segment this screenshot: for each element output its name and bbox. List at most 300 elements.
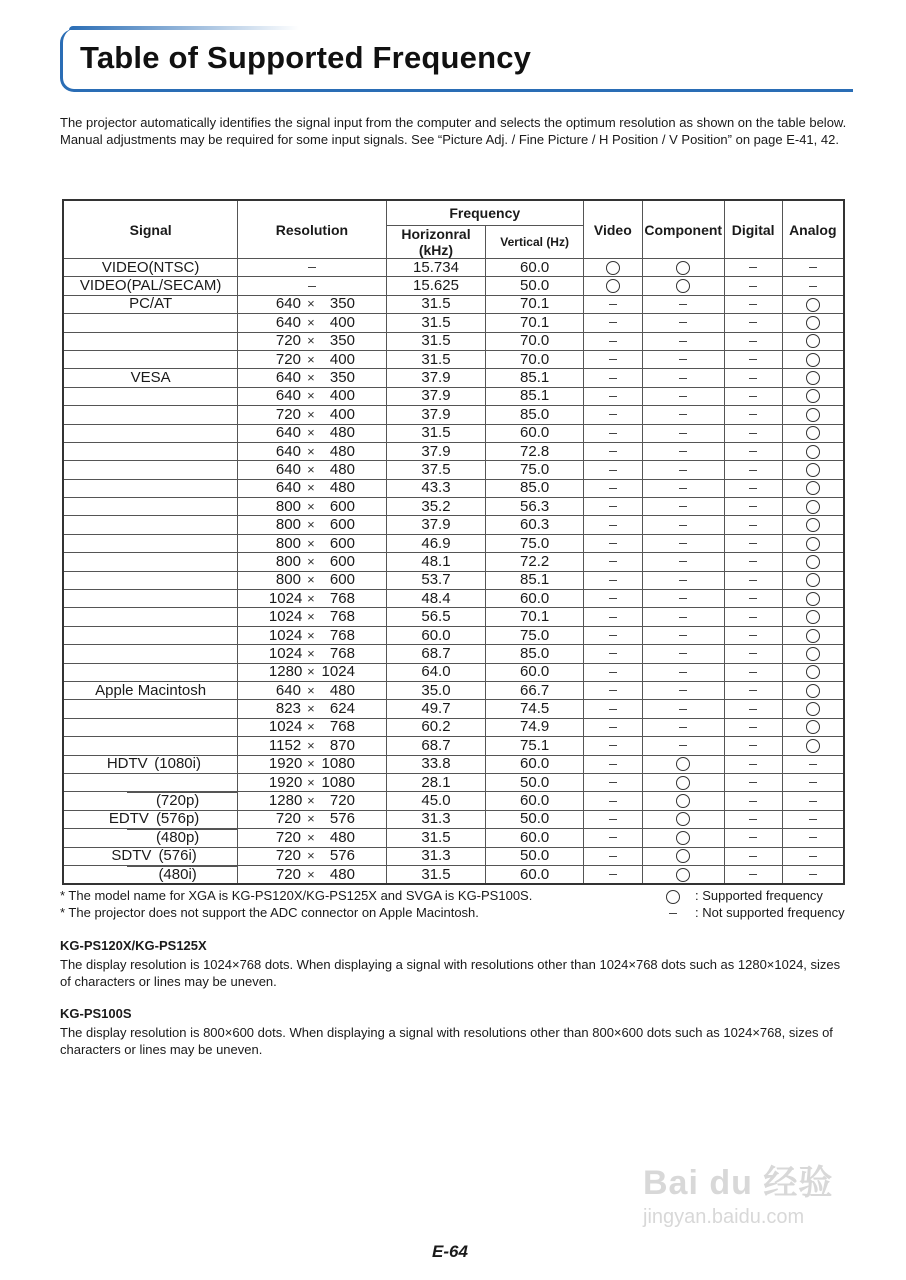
- signal-name: VIDEO(PAL/SECAM): [79, 277, 222, 295]
- dash-icon: [749, 617, 757, 618]
- vertical-freq-cell: 60.0: [486, 590, 584, 608]
- video-support-cell: [583, 773, 642, 791]
- table-row: [63, 406, 844, 424]
- dash-icon: [609, 525, 617, 526]
- signal-cell: [63, 406, 238, 424]
- resolution-cell: [238, 479, 386, 497]
- component-support-cell: [642, 792, 724, 810]
- signal-cell: [63, 350, 238, 368]
- resolution-width: 720: [275, 405, 301, 423]
- times-icon: ×: [307, 866, 315, 882]
- video-support-cell: [583, 332, 642, 350]
- dash-icon: [609, 378, 617, 379]
- digital-support-cell: [724, 773, 782, 791]
- horizontal-freq-cell: 37.5: [386, 461, 486, 479]
- circle-icon: [806, 500, 820, 514]
- dash-icon: [749, 525, 757, 526]
- video-support-cell: [583, 424, 642, 442]
- times-icon: ×: [307, 609, 315, 625]
- analog-support-cell: [782, 645, 844, 663]
- table-row: [63, 314, 844, 332]
- dash-icon: [609, 451, 617, 452]
- signal-cell: [63, 792, 238, 810]
- dash-icon: [809, 286, 817, 287]
- resolution-width: 640: [275, 424, 301, 442]
- circle-icon: [806, 555, 820, 569]
- dash-icon: [679, 543, 687, 544]
- resolution-cell: [238, 259, 386, 277]
- dash-icon: [609, 764, 617, 765]
- analog-support-cell: [782, 608, 844, 626]
- vertical-freq-cell: 85.1: [486, 387, 584, 405]
- times-icon: ×: [307, 811, 315, 827]
- analog-support-cell: [782, 424, 844, 442]
- signal-cell: [63, 829, 238, 847]
- vertical-freq-cell: 85.1: [486, 571, 584, 589]
- circle-icon: [806, 573, 820, 587]
- analog-support-cell: [782, 590, 844, 608]
- header-component: Component: [642, 200, 724, 259]
- dash-icon: [809, 856, 817, 857]
- dash-icon: [749, 304, 757, 305]
- resolution-width: 1920: [268, 773, 303, 791]
- dash-icon: [749, 470, 757, 471]
- horizontal-freq-cell: 68.7: [386, 645, 486, 663]
- resolution-height: 600: [329, 571, 355, 589]
- times-icon: ×: [307, 572, 315, 588]
- header-video: Video: [583, 200, 642, 259]
- times-icon: ×: [307, 461, 315, 477]
- times-icon: ×: [307, 774, 315, 790]
- video-support-cell: [583, 663, 642, 681]
- dash-icon: [609, 837, 617, 838]
- horizontal-freq-cell: 49.7: [386, 700, 486, 718]
- vertical-freq-cell: 70.0: [486, 350, 584, 368]
- vertical-freq-cell: 50.0: [486, 847, 584, 865]
- circle-icon: [676, 261, 690, 275]
- component-support-cell: [642, 829, 724, 847]
- times-icon: ×: [307, 535, 315, 551]
- dash-icon: [809, 837, 817, 838]
- signal-name: VESA: [130, 369, 171, 387]
- intro-text: [60, 114, 850, 148]
- resolution-cell: [238, 810, 386, 828]
- model-section-xga: [60, 937, 850, 990]
- dash-icon: [609, 396, 617, 397]
- table-row: [63, 332, 844, 350]
- horizontal-freq-cell: 56.5: [386, 608, 486, 626]
- analog-support-cell: [782, 259, 844, 277]
- analog-support-cell: [782, 406, 844, 424]
- dash-icon: [679, 396, 687, 397]
- signal-cell: [63, 865, 238, 884]
- component-support-cell: [642, 737, 724, 755]
- times-icon: ×: [307, 314, 315, 330]
- component-support-cell: [642, 645, 724, 663]
- table-row: [63, 608, 844, 626]
- vertical-freq-cell: 70.1: [486, 295, 584, 313]
- circle-icon: [806, 389, 820, 403]
- horizontal-freq-cell: 31.5: [386, 865, 486, 884]
- table-row: [63, 773, 844, 791]
- watermark-url: jingyan.baidu.com: [643, 1206, 805, 1228]
- resolution-width: 800: [275, 516, 301, 534]
- model-heading: KG-PS120X/KG-PS125X: [60, 938, 207, 953]
- vertical-freq-cell: 70.0: [486, 332, 584, 350]
- circle-icon: [666, 890, 680, 904]
- analog-support-cell: [782, 755, 844, 773]
- vertical-freq-cell: 60.3: [486, 516, 584, 534]
- resolution-cell: [238, 369, 386, 387]
- times-icon: ×: [307, 719, 315, 735]
- resolution-cell: [238, 737, 386, 755]
- digital-support-cell: [724, 700, 782, 718]
- video-support-cell: [583, 369, 642, 387]
- signal-name: PC/AT: [129, 295, 173, 313]
- page-title: Table of Supported Frequency: [80, 40, 532, 75]
- circle-icon: [806, 684, 820, 698]
- circle-icon: [806, 610, 820, 624]
- resolution-width: 1024: [268, 608, 303, 626]
- resolution-cell: [238, 406, 386, 424]
- video-support-cell: [583, 498, 642, 516]
- footnote-adc: * The projector does not support the ADC connector on Apple Macintosh.: [60, 905, 479, 920]
- table-row: [63, 277, 844, 295]
- times-icon: ×: [307, 425, 315, 441]
- resolution-cell: [238, 332, 386, 350]
- footnote-row: [60, 887, 850, 904]
- analog-support-cell: [782, 700, 844, 718]
- digital-support-cell: [724, 571, 782, 589]
- resolution-width: 640: [275, 369, 301, 387]
- circle-icon: [806, 353, 820, 367]
- horizontal-freq-cell: 37.9: [386, 369, 486, 387]
- vertical-freq-cell: 85.0: [486, 406, 584, 424]
- vertical-freq-cell: 60.0: [486, 755, 584, 773]
- header-horizontal: Horizonral (kHz): [386, 226, 486, 259]
- circle-icon: [806, 298, 820, 312]
- vertical-freq-cell: 66.7: [486, 681, 584, 699]
- signal-format: (720p): [155, 792, 200, 810]
- circle-icon: [806, 702, 820, 716]
- dash-icon: [609, 341, 617, 342]
- horizontal-freq-cell: 60.0: [386, 626, 486, 644]
- signal-cell: [63, 369, 238, 387]
- resolution-width: 720: [275, 847, 301, 865]
- dash-icon: [609, 322, 617, 323]
- dash-icon: [679, 322, 687, 323]
- dash-icon: [679, 617, 687, 618]
- model-section-svga: [60, 1005, 850, 1058]
- vertical-freq-cell: 70.1: [486, 608, 584, 626]
- resolution-cell: [238, 516, 386, 534]
- signal-cell: [63, 700, 238, 718]
- vertical-freq-cell: 85.1: [486, 369, 584, 387]
- digital-support-cell: [724, 608, 782, 626]
- vertical-freq-cell: 75.0: [486, 461, 584, 479]
- digital-support-cell: [724, 718, 782, 736]
- dash-icon: [749, 488, 757, 489]
- analog-support-cell: [782, 663, 844, 681]
- digital-support-cell: [724, 681, 782, 699]
- dash-icon: [749, 801, 757, 802]
- vertical-freq-cell: 75.1: [486, 737, 584, 755]
- dash-icon: [749, 580, 757, 581]
- analog-support-cell: [782, 516, 844, 534]
- digital-support-cell: [724, 755, 782, 773]
- signal-format: (576i): [158, 847, 197, 865]
- component-support-cell: [642, 847, 724, 865]
- resolution-width: 640: [275, 479, 301, 497]
- circle-icon: [606, 279, 620, 293]
- horizontal-freq-cell: 35.2: [386, 498, 486, 516]
- dash-icon: [809, 267, 817, 268]
- table-row: [63, 498, 844, 516]
- dash-icon: [308, 267, 316, 268]
- resolution-cell: [238, 645, 386, 663]
- resolution-cell: [238, 773, 386, 791]
- table-row: [63, 590, 844, 608]
- resolution-cell: [238, 571, 386, 589]
- dash-icon: [749, 653, 757, 654]
- signal-cell: [63, 773, 238, 791]
- horizontal-freq-cell: 48.1: [386, 553, 486, 571]
- resolution-cell: [238, 755, 386, 773]
- horizontal-freq-cell: 37.9: [386, 387, 486, 405]
- video-support-cell: [583, 681, 642, 699]
- digital-support-cell: [724, 534, 782, 552]
- table-row: [63, 645, 844, 663]
- component-support-cell: [642, 369, 724, 387]
- circle-icon: [806, 316, 820, 330]
- component-support-cell: [642, 314, 724, 332]
- horizontal-freq-cell: 31.3: [386, 847, 486, 865]
- table-row: [63, 829, 844, 847]
- signal-cell: [63, 479, 238, 497]
- component-support-cell: [642, 406, 724, 424]
- dash-icon: [609, 304, 617, 305]
- digital-support-cell: [724, 663, 782, 681]
- video-support-cell: [583, 406, 642, 424]
- vertical-freq-cell: 60.0: [486, 829, 584, 847]
- table-row: [63, 571, 844, 589]
- digital-support-cell: [724, 590, 782, 608]
- digital-support-cell: [724, 442, 782, 460]
- footnote-row: [60, 904, 850, 921]
- horizontal-freq-cell: 31.5: [386, 424, 486, 442]
- signal-cell: [63, 645, 238, 663]
- resolution-cell: [238, 424, 386, 442]
- analog-support-cell: [782, 718, 844, 736]
- signal-cell: [63, 314, 238, 332]
- dash-icon: [679, 414, 687, 415]
- digital-support-cell: [724, 406, 782, 424]
- resolution-width: 823: [275, 700, 301, 718]
- dash-icon: [679, 635, 687, 636]
- times-icon: ×: [307, 480, 315, 496]
- dash-icon: [679, 451, 687, 452]
- digital-support-cell: [724, 295, 782, 313]
- video-support-cell: [583, 442, 642, 460]
- signal-cell: [63, 718, 238, 736]
- video-support-cell: [583, 350, 642, 368]
- dash-icon: [609, 819, 617, 820]
- digital-support-cell: [724, 350, 782, 368]
- analog-support-cell: [782, 553, 844, 571]
- signal-cell: [63, 442, 238, 460]
- circle-icon: [676, 279, 690, 293]
- circle-icon: [806, 647, 820, 661]
- dash-icon: [679, 561, 687, 562]
- horizontal-freq-cell: 15.734: [386, 259, 486, 277]
- resolution-width: 640: [275, 313, 301, 331]
- dash-icon: [609, 745, 617, 746]
- signal-cell: [63, 277, 238, 295]
- dash-icon: [679, 359, 687, 360]
- circle-icon: [806, 629, 820, 643]
- signal-cell: [63, 590, 238, 608]
- resolution-height: 480: [329, 424, 355, 442]
- circle-icon: [806, 518, 820, 532]
- resolution-width: 640: [275, 442, 301, 460]
- resolution-cell: [238, 277, 386, 295]
- video-support-cell: [583, 277, 642, 295]
- signal-cell: [63, 681, 238, 699]
- resolution-cell: [238, 847, 386, 865]
- component-support-cell: [642, 571, 724, 589]
- analog-support-cell: [782, 479, 844, 497]
- resolution-width: 1024: [268, 589, 303, 607]
- analog-support-cell: [782, 792, 844, 810]
- resolution-width: 720: [275, 828, 301, 846]
- vertical-freq-cell: 60.0: [486, 792, 584, 810]
- resolution-cell: [238, 350, 386, 368]
- horizontal-freq-cell: 60.2: [386, 718, 486, 736]
- circle-icon: [676, 757, 690, 771]
- circle-icon: [806, 720, 820, 734]
- resolution-cell: [238, 534, 386, 552]
- times-icon: ×: [307, 756, 315, 772]
- resolution-width: 720: [275, 865, 301, 883]
- horizontal-freq-cell: 64.0: [386, 663, 486, 681]
- circle-icon: [806, 481, 820, 495]
- circle-icon: [806, 334, 820, 348]
- horizontal-freq-cell: 31.3: [386, 810, 486, 828]
- dash-icon: [749, 764, 757, 765]
- table-body: [63, 259, 844, 885]
- component-support-cell: [642, 626, 724, 644]
- video-support-cell: [583, 259, 642, 277]
- digital-support-cell: [724, 332, 782, 350]
- resolution-height: 768: [329, 718, 355, 736]
- signal-cell: [63, 424, 238, 442]
- video-support-cell: [583, 553, 642, 571]
- resolution-height: 600: [329, 552, 355, 570]
- signal-cell: [63, 387, 238, 405]
- vertical-freq-cell: 56.3: [486, 498, 584, 516]
- dash-icon: [809, 801, 817, 802]
- video-support-cell: [583, 387, 642, 405]
- resolution-height: 350: [329, 369, 355, 387]
- digital-support-cell: [724, 516, 782, 534]
- table-row: [63, 295, 844, 313]
- signal-cell: [63, 737, 238, 755]
- circle-icon: [676, 849, 690, 863]
- circle-icon: [806, 537, 820, 551]
- resolution-width: 640: [275, 295, 301, 313]
- table-row: [63, 442, 844, 460]
- video-support-cell: [583, 590, 642, 608]
- legend-supported-label: : Supported frequency: [695, 888, 823, 903]
- component-support-cell: [642, 498, 724, 516]
- table-row: [63, 516, 844, 534]
- times-icon: ×: [307, 829, 315, 845]
- resolution-width: 1152: [268, 736, 302, 754]
- dash-icon: [679, 598, 687, 599]
- digital-support-cell: [724, 498, 782, 516]
- vertical-freq-cell: 50.0: [486, 773, 584, 791]
- dash-icon: [749, 451, 757, 452]
- resolution-height: 624: [329, 700, 355, 718]
- signal-cell: [63, 571, 238, 589]
- dash-icon: [749, 267, 757, 268]
- dash-icon: [609, 690, 617, 691]
- times-icon: ×: [307, 370, 315, 386]
- dash-icon: [749, 856, 757, 857]
- resolution-height: 480: [329, 479, 355, 497]
- resolution-width: 800: [275, 534, 301, 552]
- component-support-cell: [642, 442, 724, 460]
- circle-icon: [676, 812, 690, 826]
- table-row: [63, 350, 844, 368]
- vertical-freq-cell: 72.2: [486, 553, 584, 571]
- analog-support-cell: [782, 350, 844, 368]
- horizontal-freq-cell: 31.5: [386, 829, 486, 847]
- video-support-cell: [583, 534, 642, 552]
- signal-cell: [63, 498, 238, 516]
- dash-icon: [679, 378, 687, 379]
- table-row: [63, 369, 844, 387]
- dash-icon: [609, 635, 617, 636]
- component-support-cell: [642, 681, 724, 699]
- times-icon: ×: [307, 664, 315, 680]
- table-row: [63, 810, 844, 828]
- dash-icon: [749, 433, 757, 434]
- horizontal-freq-cell: 43.3: [386, 479, 486, 497]
- times-icon: ×: [307, 627, 315, 643]
- dash-icon: [749, 672, 757, 673]
- resolution-height: 350: [329, 332, 355, 350]
- vertical-freq-cell: 60.0: [486, 259, 584, 277]
- resolution-height: 400: [329, 405, 355, 423]
- resolution-width: 1280: [268, 792, 303, 810]
- signal-cell: [63, 534, 238, 552]
- dash-icon: [679, 304, 687, 305]
- dash-icon: [749, 837, 757, 838]
- resolution-height: 400: [329, 313, 355, 331]
- component-support-cell: [642, 332, 724, 350]
- legend-not-supported-label: : Not supported frequency: [695, 905, 845, 920]
- signal-cell: [63, 553, 238, 571]
- dash-icon: [679, 653, 687, 654]
- horizontal-freq-cell: 68.7: [386, 737, 486, 755]
- horizontal-freq-cell: 53.7: [386, 571, 486, 589]
- circle-icon: [806, 426, 820, 440]
- resolution-width: 640: [275, 387, 301, 405]
- table-row: [63, 259, 844, 277]
- resolution-cell: [238, 498, 386, 516]
- circle-icon: [806, 739, 820, 753]
